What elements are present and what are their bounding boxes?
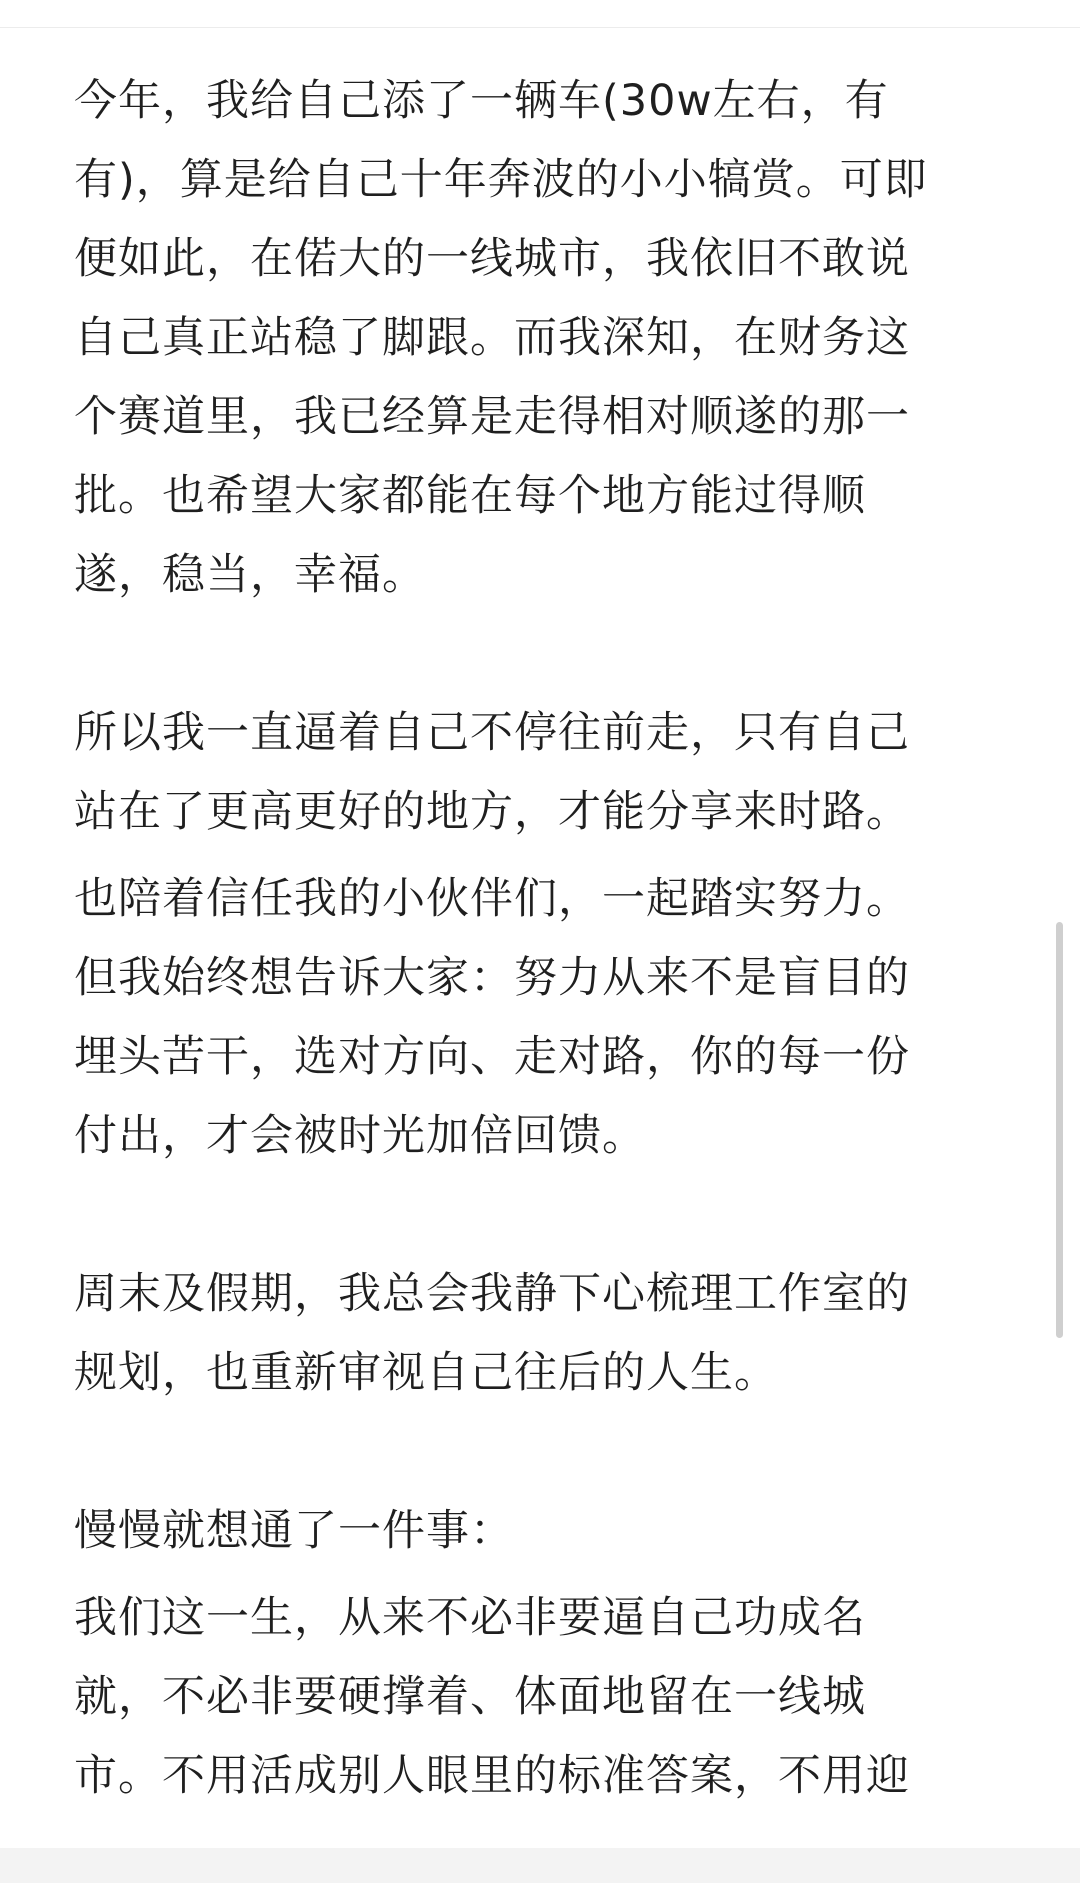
paragraph-spacer <box>74 1176 1004 1255</box>
paragraph-2: 所以我一直逼着自己不停往前走，只有自己 站在了更高更好的地方，才能分享来时路。 <box>74 708 910 837</box>
paragraph-spacer <box>74 1413 1004 1492</box>
top-divider <box>0 27 1080 28</box>
vertical-scrollbar-thumb[interactable] <box>1056 922 1063 1338</box>
paragraph-6: 我们这一生，从来不必非要逼自己功成名 就，不必非要硬撑着、体面地留在一线城 市。不用活成别人眼里的标准答案，不用迎 <box>74 1593 910 1801</box>
paragraph-3: 也陪着信任我的小伙伴们，一起踏实努力。 但我始终想告诉大家：努力从来不是盲目的 埋头苦干，选对方向、走对路，你的每一份 付出，才会被时光加倍回馈。 <box>74 874 910 1161</box>
paragraph-4: 周末及假期，我总会我静下心梳理工作室的 规划，也重新审视自己往后的人生。 <box>74 1269 910 1398</box>
paragraph-5: 慢慢就想通了一件事： <box>74 1506 514 1556</box>
article-body <box>74 62 1004 1816</box>
paragraph-spacer <box>74 852 1004 860</box>
paragraph-spacer <box>74 1571 1004 1579</box>
paragraph-1: 今年，我给自己添了一辆车(30w左右，有 有)，算是给自己十年奔波的小小犒赏。可即 便如此，在偌大的一线城市，我依旧不敢说 自己真正站稳了脚跟。而我深知，在财务这 个赛道里，我已经算是走得相对顺遂的那一 批。也希望大家都能在每个地方能过得顺 遂，稳当，幸福。 <box>74 76 928 600</box>
paragraph-spacer <box>74 615 1004 694</box>
bottom-bar <box>0 1848 1080 1883</box>
